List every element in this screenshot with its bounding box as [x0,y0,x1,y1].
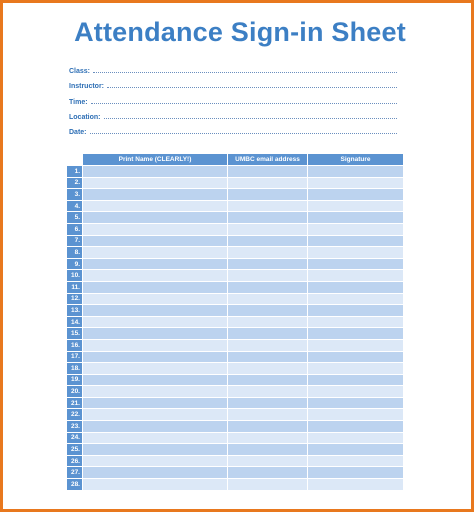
name-cell[interactable] [83,235,228,247]
row-number: 17. [67,351,83,363]
row-number: 2. [67,177,83,189]
table-row [67,432,404,444]
name-cell[interactable] [83,479,228,491]
instructor-label: Instructor: [69,83,104,90]
class-label: Class: [69,68,91,75]
location-label: Location: [69,114,101,121]
signature-cell[interactable] [308,397,404,409]
table-row [67,351,404,363]
signature-cell[interactable] [308,189,404,201]
time-field[interactable] [69,94,397,106]
signature-cell[interactable] [308,166,404,178]
signature-cell[interactable] [308,409,404,421]
row-number: 3. [67,189,83,201]
name-cell[interactable] [83,409,228,421]
name-cell[interactable] [83,166,228,178]
email-cell[interactable] [228,212,308,224]
signature-cell[interactable] [308,235,404,247]
name-cell[interactable] [83,223,228,235]
email-cell[interactable] [228,409,308,421]
signature-cell[interactable] [308,351,404,363]
email-cell[interactable] [228,397,308,409]
signature-cell[interactable] [308,305,404,317]
class-field[interactable] [69,63,397,75]
signature-cell[interactable] [308,432,404,444]
email-cell[interactable] [228,479,308,491]
row-number: 24. [67,432,83,444]
row-number: 1. [67,166,83,178]
table-header-row [67,154,404,166]
row-number: 26. [67,455,83,467]
name-cell[interactable] [83,351,228,363]
signature-cell[interactable] [308,467,404,479]
email-cell[interactable] [228,421,308,433]
name-cell[interactable] [83,177,228,189]
instructor-input-line[interactable] [107,87,397,88]
name-cell[interactable] [83,455,228,467]
email-cell[interactable] [228,455,308,467]
table-row [67,374,404,386]
row-number: 4. [67,200,83,212]
table-row [67,467,404,479]
name-cell[interactable] [83,281,228,293]
location-field[interactable] [69,109,397,121]
table-row [67,363,404,375]
signature-cell[interactable] [308,374,404,386]
signature-cell[interactable] [308,444,404,456]
email-cell[interactable] [228,293,308,305]
signature-cell[interactable] [308,328,404,340]
name-cell[interactable] [83,339,228,351]
signature-cell[interactable] [308,479,404,491]
email-cell[interactable] [228,432,308,444]
page-title: Attendance Sign-in Sheet [74,17,406,47]
row-number: 25. [67,444,83,456]
table-row [67,166,404,178]
location-input-line[interactable] [104,118,398,119]
table-row [67,247,404,259]
name-cell[interactable] [83,293,228,305]
signature-cell[interactable] [308,247,404,259]
row-number: 27. [67,467,83,479]
row-number: 22. [67,409,83,421]
table-row [67,281,404,293]
row-number: 11. [67,281,83,293]
table-row [67,339,404,351]
signature-cell[interactable] [308,177,404,189]
time-input-line[interactable] [91,103,397,104]
table-row [67,386,404,398]
email-cell[interactable] [228,223,308,235]
signature-cell[interactable] [308,223,404,235]
name-cell[interactable] [83,247,228,259]
table-row [67,305,404,317]
signature-cell[interactable] [308,363,404,375]
name-cell[interactable] [83,212,228,224]
table-row [67,200,404,212]
email-cell[interactable] [228,328,308,340]
email-cell[interactable] [228,235,308,247]
email-cell[interactable] [228,316,308,328]
signature-cell[interactable] [308,293,404,305]
name-cell[interactable] [83,258,228,270]
table-row [67,293,404,305]
column-header-email: UMBC email address [228,154,308,166]
row-number: 13. [67,305,83,317]
signature-cell[interactable] [308,339,404,351]
row-number: 12. [67,293,83,305]
email-cell[interactable] [228,363,308,375]
column-header-signature: Signature [308,154,404,166]
table-row [67,223,404,235]
table-row [67,177,404,189]
table-row [67,444,404,456]
row-number: 16. [67,339,83,351]
name-cell[interactable] [83,444,228,456]
name-cell[interactable] [83,363,228,375]
row-number: 18. [67,363,83,375]
row-number: 20. [67,386,83,398]
signature-cell[interactable] [308,200,404,212]
table-row [67,258,404,270]
name-cell[interactable] [83,386,228,398]
table-row [67,235,404,247]
column-header-name: Print Name (CLEARLY!) [83,154,228,166]
row-number: 8. [67,247,83,259]
email-cell[interactable] [228,189,308,201]
email-cell[interactable] [228,177,308,189]
table-row [67,270,404,282]
name-cell[interactable] [83,397,228,409]
email-cell[interactable] [228,166,308,178]
row-number: 9. [67,258,83,270]
email-cell[interactable] [228,467,308,479]
email-cell[interactable] [228,305,308,317]
signature-cell[interactable] [308,258,404,270]
table-row [67,212,404,224]
table-row [67,397,404,409]
signature-cell[interactable] [308,386,404,398]
row-number: 5. [67,212,83,224]
row-number: 19. [67,374,83,386]
email-cell[interactable] [228,258,308,270]
row-number: 21. [67,397,83,409]
name-cell[interactable] [83,305,228,317]
name-cell[interactable] [83,189,228,201]
name-cell[interactable] [83,328,228,340]
row-number: 28. [67,479,83,491]
email-cell[interactable] [228,281,308,293]
row-number: 15. [67,328,83,340]
row-number: 6. [67,223,83,235]
name-cell[interactable] [83,374,228,386]
table-row [67,479,404,491]
header-corner [67,154,83,166]
name-cell[interactable] [83,467,228,479]
row-number: 14. [67,316,83,328]
name-cell[interactable] [83,316,228,328]
email-cell[interactable] [228,444,308,456]
email-cell[interactable] [228,351,308,363]
table-row [67,455,404,467]
email-cell[interactable] [228,247,308,259]
signature-cell[interactable] [308,316,404,328]
date-input-line[interactable] [90,133,397,134]
name-cell[interactable] [83,270,228,282]
email-cell[interactable] [228,200,308,212]
instructor-field[interactable] [69,78,397,90]
row-number: 7. [67,235,83,247]
date-label: Date: [69,129,87,136]
email-cell[interactable] [228,339,308,351]
email-cell[interactable] [228,270,308,282]
signature-cell[interactable] [308,421,404,433]
name-cell[interactable] [83,200,228,212]
row-number: 23. [67,421,83,433]
signature-cell[interactable] [308,281,404,293]
table-row [67,328,404,340]
name-cell[interactable] [83,432,228,444]
table-body [67,166,404,491]
table-row [67,316,404,328]
class-input-line[interactable] [93,72,397,73]
signature-cell[interactable] [308,270,404,282]
attendance-table [66,153,404,491]
time-label: Time: [69,99,88,106]
row-number: 10. [67,270,83,282]
email-cell[interactable] [228,374,308,386]
table-row [67,189,404,201]
name-cell[interactable] [83,421,228,433]
table-row [67,409,404,421]
date-field[interactable] [69,124,397,136]
table-row [67,421,404,433]
signature-cell[interactable] [308,455,404,467]
email-cell[interactable] [228,386,308,398]
signature-cell[interactable] [308,212,404,224]
